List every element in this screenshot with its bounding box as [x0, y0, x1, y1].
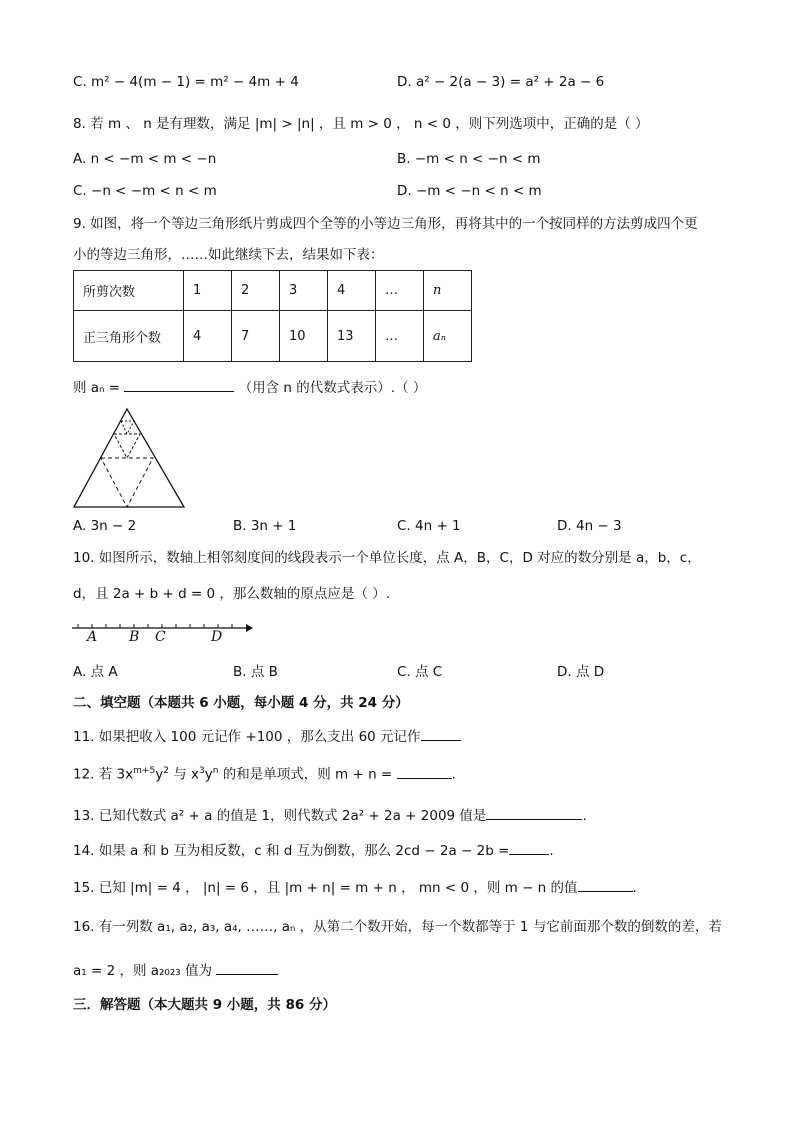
- q9-stem-line2: 小的等边三角形，……如此继续下去，结果如下表：: [73, 247, 384, 263]
- section-3-heading: 三．解答题（本大题共 9 小题，共 86 分）: [73, 997, 336, 1013]
- q12-x: 与 x: [168, 766, 199, 783]
- q12: 12. 若 $3x^{m+5}y^2$ 与 $x^3y^n$ 的和是单项式，则 m + n = .: [73, 762, 456, 784]
- q10-stem-line2: d，且 2a + b + d = 0 ，那么数轴的原点应是（ ）.: [73, 586, 391, 602]
- q10-stem-line1: 10. 如图所示，数轴上相邻刻度间的线段表示一个单位长度，点 A，B，C，D 对应的数分别是 a，b，c，: [73, 550, 701, 566]
- point-label-d: D: [211, 629, 223, 645]
- table-cell: 2: [232, 271, 280, 311]
- point-label-b: B: [129, 629, 140, 645]
- q9-option-b: B. 3n + 1: [233, 518, 297, 534]
- number-line-figure: [70, 616, 255, 646]
- table-cell: aₙ: [424, 311, 472, 362]
- table-cell: 7: [232, 311, 280, 362]
- q11: [73, 726, 461, 746]
- q8-option-a: A. n < −m < m < −n: [73, 151, 217, 167]
- q16-line2: [73, 960, 278, 980]
- table-cell: 所剪次数: [74, 271, 184, 311]
- answer-blank: [509, 840, 549, 855]
- q10-option-c: C. 点 C: [397, 664, 443, 680]
- q12-exp-4: n: [212, 766, 219, 776]
- answer-blank: [397, 764, 452, 779]
- q8-option-c: C. −n < −m < n < m: [73, 183, 217, 199]
- q9-stem-line1: 9. 如图，将一个等边三角形纸片剪成四个全等的小等边三角形，再将其中的一个按同样的方法剪成四个更: [73, 216, 698, 232]
- answer-blank: [421, 726, 461, 741]
- q9-option-c: C. 4n + 1: [397, 518, 461, 534]
- q7-option-c: C. m² − 4(m − 1) = m² − 4m + 4: [73, 74, 299, 90]
- q16-line1: 16. 有一列数 a₁, a₂, a₃, a₄, ……, aₙ ，从第二个数开始，每一个数都等于 1 与它前面那个数的倒数的差，若: [73, 919, 722, 935]
- q9-ask-prefix: 则 aₙ =: [73, 380, 121, 396]
- q8-option-b: B. −m < n < −n < m: [397, 151, 541, 167]
- table-cell: 3: [280, 271, 328, 311]
- table-cell: 4: [328, 271, 376, 311]
- point-label-a: A: [87, 629, 98, 645]
- q13-text: 13. 已知代数式 a² + a 的值是 1，则代数式 2a² + 2a + 2009 值是: [73, 808, 487, 824]
- table-cell: …: [376, 311, 424, 362]
- table-cell: 4: [184, 311, 232, 362]
- answer-blank: [124, 377, 234, 392]
- q8-stem: 8. 若 m 、 n 是有理数，满足 |m| > |n| ，且 m > 0 ， n < 0 ，则下列选项中，正确的是（ ）: [73, 116, 649, 132]
- table-cell: 1: [184, 271, 232, 311]
- triangle-figure: [70, 405, 190, 510]
- point-label-c: C: [155, 629, 166, 645]
- table-cell: 13: [328, 311, 376, 362]
- answer-blank: [216, 960, 278, 975]
- table-row: [74, 311, 472, 362]
- table-cell: n: [424, 271, 472, 311]
- q12-exp-2: 2: [163, 766, 169, 776]
- table-row: [74, 271, 472, 311]
- table-cell: 10: [280, 311, 328, 362]
- table-cell: 正三角形个数: [74, 311, 184, 362]
- section-2-heading: 二、填空题（本题共 6 小题，每小题 4 分，共 24 分）: [73, 695, 409, 711]
- q12-suffix: 的和是单项式，则 m + n =: [218, 766, 393, 783]
- q11-text: 11. 如果把收入 100 元记作 +100 ，那么支出 60 元记作: [73, 729, 421, 745]
- answer-blank: [486, 805, 582, 820]
- q12-y: y: [155, 766, 164, 783]
- q9-ask-suffix: （用含 n 的代数式表示）.（ ）: [238, 380, 427, 396]
- q16-text: a₁ = 2 ，则 a₂₀₂₃ 值为: [73, 963, 212, 979]
- q14: 14. 如果 a 和 b 互为相反数，c 和 d 互为倒数，那么 2cd − 2a − 2b = .: [73, 840, 554, 860]
- q9-table: [73, 270, 472, 362]
- q10-option-d: D. 点 D: [557, 664, 605, 680]
- q14-text: 14. 如果 a 和 b 互为相反数，c 和 d 互为倒数，那么 2cd − 2a − 2b =: [73, 843, 510, 859]
- q12-exp-3: 3: [199, 766, 205, 776]
- table-cell: …: [376, 271, 424, 311]
- answer-blank: [578, 877, 633, 892]
- q10-option-b: B. 点 B: [233, 664, 278, 680]
- q15-text: 15. 已知 |m| = 4 ， |n| = 6 ，且 |m + n| = m + n ， mn < 0 ，则 m − n 的值: [73, 880, 578, 896]
- q12-y2: y: [204, 766, 213, 783]
- q7-option-d: D. a² − 2(a − 3) = a² + 2a − 6: [397, 74, 605, 90]
- q8-option-d: D. −m < −n < n < m: [397, 183, 542, 199]
- q10-option-a: A. 点 A: [73, 664, 118, 680]
- q9-option-d: D. 4n − 3: [557, 518, 622, 534]
- q12-prefix: 12. 若 3x: [73, 766, 134, 783]
- q15: 15. 已知 |m| = 4 ， |n| = 6 ，且 |m + n| = m + n ， mn < 0 ，则 m − n 的值 .: [73, 877, 637, 897]
- q13: 13. 已知代数式 a² + a 的值是 1，则代数式 2a² + 2a + 2009 值是 .: [73, 805, 587, 825]
- q12-exp-1: m+5: [133, 766, 156, 776]
- q9-ask: [73, 377, 426, 397]
- q9-option-a: A. 3n − 2: [73, 518, 137, 534]
